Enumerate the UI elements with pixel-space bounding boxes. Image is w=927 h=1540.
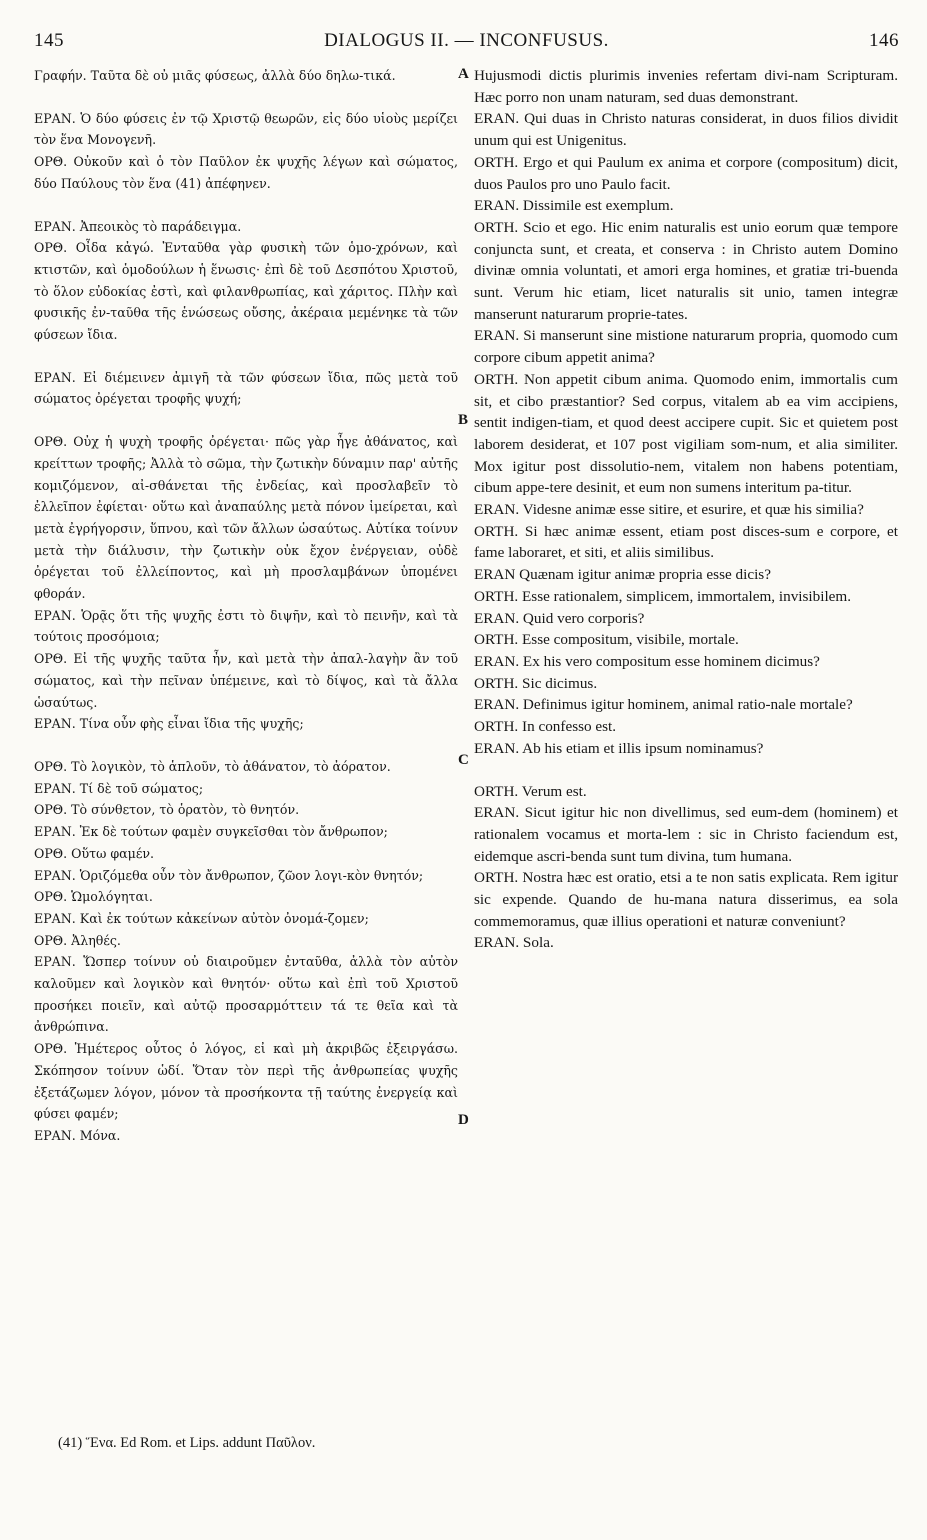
paragraph-spacer xyxy=(34,735,458,756)
greek-paragraph: ΕΡΑΝ. Ὁριζόμεθα οὖν τὸν ἄνθρωπον, ζῶον λογι-κὸν θνητόν; xyxy=(34,867,424,883)
latin-paragraph: ERAN. Si manserunt sine mistione naturarum propria, quomodo cum corpore cibum appetit anima? xyxy=(474,327,898,367)
latin-paragraph: ORTH. Scio et ego. Hic enim naturalis est unio eorum quæ tempore conjuncta sunt, et creata, et conserva : in Christo autem Domino divinæ omnia voluntati, et amori erga homines, et gratiæ tri-buenda sunt. Verum hic etiam, licet naturalis sit unio, tamen integræ manserunt naturarum proprie-tates. xyxy=(474,218,898,323)
greek-paragraph: ΟΡΘ. Τὸ λογικὸν, τὸ ἁπλοῦν, τὸ ἀθάνατον, τὸ ἀόρατον. xyxy=(34,758,391,774)
latin-paragraph: ERAN. Sicut igitur hic non divellimus, sed eum-dem (hominem) et rationalem vocamus et morta-lem : sic in Christo faciendum est, eidemque ascri-benda sunt tum divina, tum humana. xyxy=(474,804,898,865)
latin-paragraph: ORTH. Si hæc animæ essent, etiam post disces-sum e corpore, et fame laboraret, et siti, et aliis similibus. xyxy=(474,522,898,562)
greek-paragraph: ΕΡΑΝ. Ἐκ δὲ τούτων φαμὲν συγκεῖσθαι τὸν ἄνθρωπον; xyxy=(34,824,388,840)
greek-paragraph: ΕΡΑΝ. Καὶ ἐκ τούτων κἀκείνων αὐτὸν ὀνομά-ζομεν; xyxy=(34,910,369,926)
latin-paragraph: Hujusmodi dictis plurimis invenies refertam divi-nam Scripturam. Hæc porro non unam naturam, sed duas demonstrant. xyxy=(474,67,898,106)
paragraph-spacer xyxy=(34,410,458,431)
latin-paragraph: ORTH. Esse compositum, visibile, mortale. xyxy=(474,631,739,649)
greek-paragraph: ΕΡΑΝ. Ὁ δύο φύσεις ἐν τῷ Χριστῷ θεωρῶν, εἰς δύο υἱοὺς μερίζει τὸν ἕνα Μονογενῆ. xyxy=(34,110,458,148)
greek-paragraph: ΕΡΑΝ. Ὥσπερ τοίνυν οὐ διαιροῦμεν ἐνταῦθα, ἀλλὰ τὸν αὐτὸν καλοῦμεν καὶ λογικὸν καὶ θνητόν· οὕτω καὶ ἐπὶ τοῦ Χριστοῦ προσήκει ποιεῖν, καὶ αὐτῷ προσαρμόττειν τά τε θεῖα καὶ τὰ ἀνθρώπινα. xyxy=(34,954,458,1035)
greek-paragraph: ΕΡΑΝ. Ὁρᾷς ὅτι τῆς ψυχῆς ἐστι τὸ διψῆν, καὶ τὸ πεινῆν, καὶ τὰ τούτοις προσόμοια; xyxy=(34,607,458,645)
latin-paragraph: ORTH. Nostra hæc est oratio, etsi a te non satis explicata. Rem igitur sic expende. Quando de hu-mana natura disserimus, ea sola commemoramus, quæ illius operationi et naturæ conveniunt? xyxy=(474,869,898,930)
paragraph-spacer xyxy=(34,87,458,108)
greek-paragraph: ΕΡΑΝ. Τί δὲ τοῦ σώματος; xyxy=(34,780,204,796)
latin-paragraph: ERAN. Definimus igitur hominem, animal ratio-nale mortale? xyxy=(474,696,853,714)
margin-marker-a: A xyxy=(458,66,469,82)
greek-paragraph: ΕΡΑΝ. Ἀπεοικὸς τὸ παράδειγμα. xyxy=(34,218,242,234)
latin-paragraph: ORTH. Ergo et qui Paulum ex anima et corpore (compositum) dicit, duos Paulos pro uno Paulo facit. xyxy=(474,153,898,193)
latin-paragraph: ERAN. Dissimile est exemplum. xyxy=(474,197,674,215)
greek-column xyxy=(34,65,458,1147)
greek-paragraph: ΟΡΘ. Οἶδα κἀγώ. Ἐνταῦθα γὰρ φυσικὴ τῶν ὁμο-χρόνων, καὶ κτιστῶν, καὶ ὁμοδούλων ἡ ἕνωσις· ἐπὶ δὲ τοῦ Δεσπότου Χριστοῦ, τὸ ὅλον εὐδοκίας ἐστὶ, καὶ φιλανθρωπίας, καὶ χάριτος. Πλὴν καὶ φυσικῆς ἐν-ταῦθα τῆς ἑνώσεως οὔσης, ἀκέραια μεμένηκε τὰ τῶν φύσεων ἴδια. xyxy=(34,240,458,343)
latin-paragraph: ERAN Quænam igitur animæ propria esse dicis? xyxy=(474,566,771,584)
page-header xyxy=(34,30,899,58)
latin-paragraph: ERAN. Ab his etiam et illis ipsum nominamus? xyxy=(474,739,764,757)
greek-paragraph: ΟΡΘ. Ὡμολόγηται. xyxy=(34,889,153,905)
greek-paragraph: ΟΡΘ. Οὐκοῦν καὶ ὁ τὸν Παῦλον ἐκ ψυχῆς λέγων καὶ σώματος, δύο Παύλους τὸν ἕνα (41) ἀπέφηνεν. xyxy=(34,154,458,191)
greek-paragraph: ΟΡΘ. Οὕτω φαμέν. xyxy=(34,845,155,861)
latin-paragraph: ERAN. Ex his vero compositum esse hominem dicimus? xyxy=(474,652,820,670)
paragraph-spacer xyxy=(34,346,458,367)
latin-paragraph: ORTH. Sic dicimus. xyxy=(474,674,598,692)
latin-paragraph: ERAN. Videsne animæ esse sitire, et esurire, et quæ his similia? xyxy=(474,501,864,519)
greek-paragraph: ΟΡΘ. Ἀληθές. xyxy=(34,932,121,948)
greek-paragraph: ΟΡΘ. Εἰ τῆς ψυχῆς ταῦτα ἦν, καὶ μετὰ τὴν ἀπαλ-λαγὴν ἂν τοῦ σώματος, καὶ τὴν πεῖναν ὑπέμεινε, καὶ τὸ δίψος, καὶ τὰ ἄλλα ὡσαύτως. xyxy=(34,651,458,710)
greek-paragraph: ΕΡΑΝ. Εἰ διέμεινεν ἀμιγῆ τὰ τῶν φύσεων ἴδια, πῶς μετὰ τοῦ σώματος ὀρέγεται τροφῆς ψυχή; xyxy=(34,369,458,407)
latin-paragraph: ORTH. Esse rationalem, simplicem, immortalem, invisibilem. xyxy=(474,587,852,605)
latin-column xyxy=(474,65,898,954)
margin-marker-c: C xyxy=(458,752,469,768)
latin-paragraph: ERAN. Quid vero corporis? xyxy=(474,609,645,627)
footnote: (41) Ἕνα. Ed Rom. et Lips. addunt Παῦλον. xyxy=(58,1435,316,1451)
latin-paragraph: ERAN. Qui duas in Christo naturas considerat, in duos filios dividit unum qui est Unigenitus. xyxy=(474,110,898,150)
running-title: DIALOGUS II. — INCONFUSUS. xyxy=(324,30,609,51)
greek-paragraph: Γραφήν. Ταῦτα δὲ οὐ μιᾶς φύσεως, ἀλλὰ δύο δηλω-τικά. xyxy=(34,68,396,83)
latin-paragraph: ORTH. Non appetit cibum anima. Quomodo enim, immortalis cum sit, et cibo præstantior? Sed corpus, vitalem ab ea vim accipiens, sentit indigen-tiam, et quod deest accipere cupit. Sic et quietem post laborem desiderat, et 107 post vigiliam som-num, et alia similiter. Mox igitur post dissolutio-nem, vitalem non habens potentiam, cibum appe-tere desinit, et eum non sumens interitum pa-titur. xyxy=(474,370,898,497)
greek-paragraph: ΟΡΘ. Τὸ σύνθετον, τὸ ὁρατὸν, τὸ θνητόν. xyxy=(34,802,300,818)
greek-paragraph: ΕΡΑΝ. Μόνα. xyxy=(34,1127,121,1143)
paragraph-spacer xyxy=(474,760,898,781)
latin-paragraph: ORTH. In confesso est. xyxy=(474,718,617,736)
paragraph-spacer xyxy=(34,195,458,216)
page-number-right: 146 xyxy=(869,30,899,51)
latin-paragraph: ERAN. Sola. xyxy=(474,934,554,952)
margin-marker-b: B xyxy=(458,412,469,428)
greek-paragraph: ΟΡΘ. Οὐχ ἡ ψυχὴ τροφῆς ὀρέγεται· πῶς γὰρ ἦγε ἀθάνατος, καὶ κρείττων τροφῆς; Ἀλλὰ τὸ σῶμα, τὴν ζωτικὴν δύναμιν παρ' αὐτῆς κομιζόμενον, αἰ-σθάνεται τῆς ἐνδείας, καὶ προσλαβεῖν τὸ ἐλλεῖπον ἐφίεται· οὕτω καὶ ἀναπαύλης μετὰ πόνον ἱμείρεται, καὶ μετὰ ἐγρήγορσιν, ὕπνου, καὶ τῶν ἄλλων ὡσαύτως. Αὐτίκα τοίνυν μετὰ τὴν διάλυσιν, τὴν ζωτικὴν οὐκ ἔχον ἐνέργειαν, οὐδὲ ὀρέγεται τοῦ ἐλλείποντος, καὶ μὴ προσλαμβάνων ὑπομένει φθοράν. xyxy=(34,434,458,602)
page-number-left: 145 xyxy=(34,30,64,51)
greek-paragraph: ΕΡΑΝ. Τίνα οὖν φὴς εἶναι ἴδια τῆς ψυχῆς; xyxy=(34,716,304,732)
margin-marker-d: D xyxy=(458,1112,469,1128)
greek-paragraph: ΟΡΘ. Ἡμέτερος οὗτος ὁ λόγος, εἰ καὶ μὴ ἀκριβῶς ἐξειργάσω. Σκόπησον τοίνυν ὡδί. Ὅταν τὸν περὶ τῆς ἀνθρωπείας ψυχῆς ἐξετάζωμεν λόγον, μόνον τὰ προσήκοντα τῇ ταύτης ἐνεργείᾳ καὶ φύσει φαμέν; xyxy=(34,1041,458,1122)
latin-paragraph: ORTH. Verum est. xyxy=(474,782,587,800)
